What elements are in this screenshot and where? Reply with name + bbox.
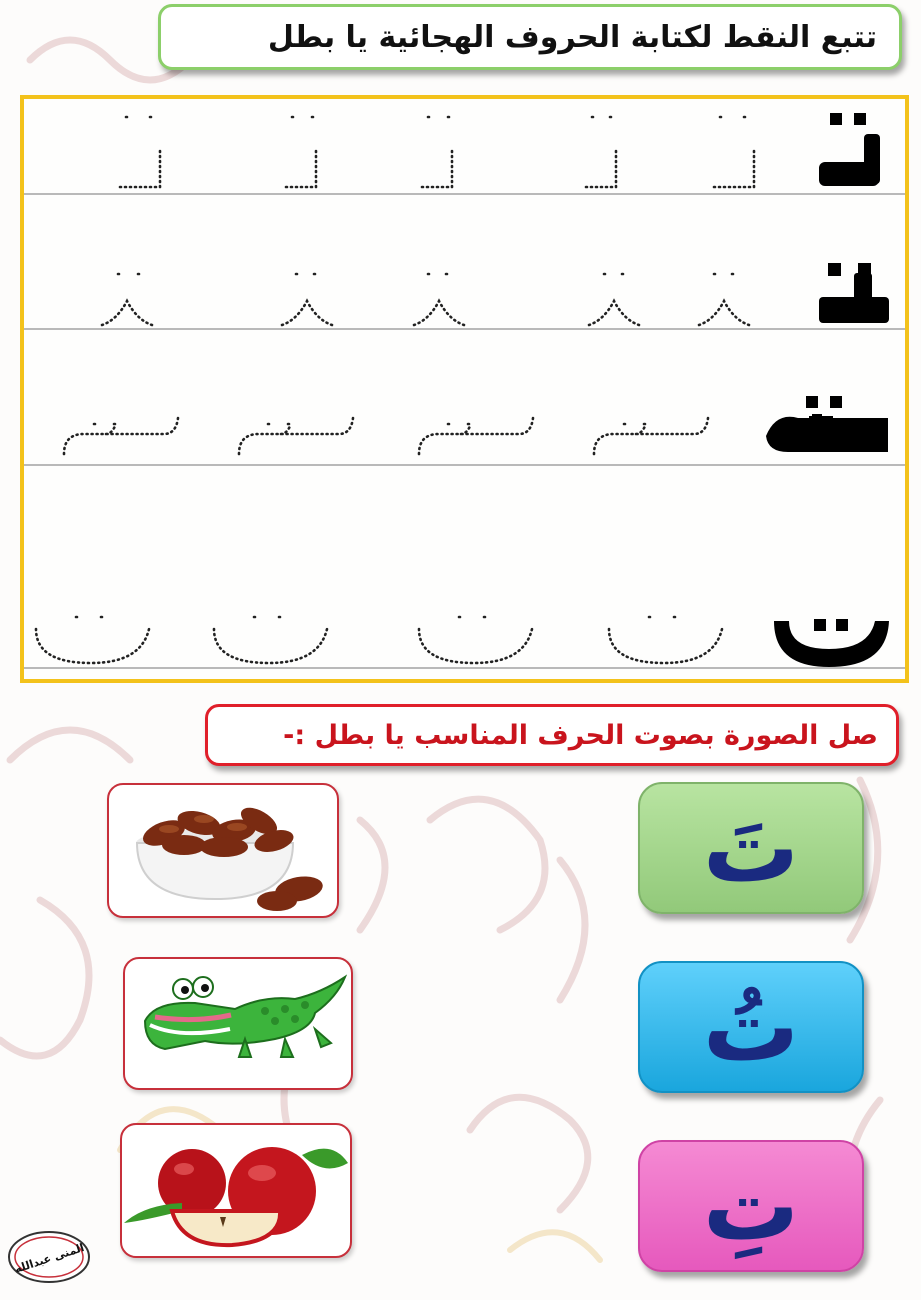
tracing-row: [24, 469, 905, 679]
row-2-glyphs: [24, 199, 905, 334]
letter-card-damma[interactable]: [638, 961, 864, 1093]
instruction-banner: [205, 704, 899, 766]
row-4-glyphs: [24, 469, 905, 679]
row-3-glyphs: [24, 334, 905, 469]
tracing-row: [24, 334, 905, 469]
author-stamp: [6, 1228, 92, 1286]
apples-image: [122, 1125, 350, 1256]
letter-card-kasra[interactable]: [638, 1140, 864, 1272]
picture-card-apples[interactable]: [120, 1123, 352, 1258]
letter-card-fatha[interactable]: [638, 782, 864, 914]
crocodile-image: [125, 959, 351, 1088]
model-letter: [774, 621, 889, 667]
letter-ta-fatha: تَ: [702, 792, 800, 904]
dates-bowl-image: [109, 785, 337, 916]
letter-ta-kasra: تِ: [702, 1150, 800, 1262]
tracing-row: [24, 99, 905, 199]
instruction-text: صل الصورة بصوت الحرف المناسب يا بطل :-: [283, 719, 878, 751]
picture-card-dates[interactable]: [107, 783, 339, 918]
picture-card-crocodile[interactable]: [123, 957, 353, 1090]
dotted-letter: [714, 147, 754, 187]
letter-ta-damma: تُ: [702, 971, 800, 1083]
tracing-row: [24, 199, 905, 334]
svg-text:المنى عبدالله: المنى عبدالله: [13, 1241, 86, 1276]
title-banner: [158, 4, 902, 70]
tracing-area: [20, 95, 909, 683]
page-title: تتبع النقط لكتابة الحروف الهجائية يا بطل: [267, 19, 877, 55]
row-1-glyphs: [24, 99, 905, 199]
